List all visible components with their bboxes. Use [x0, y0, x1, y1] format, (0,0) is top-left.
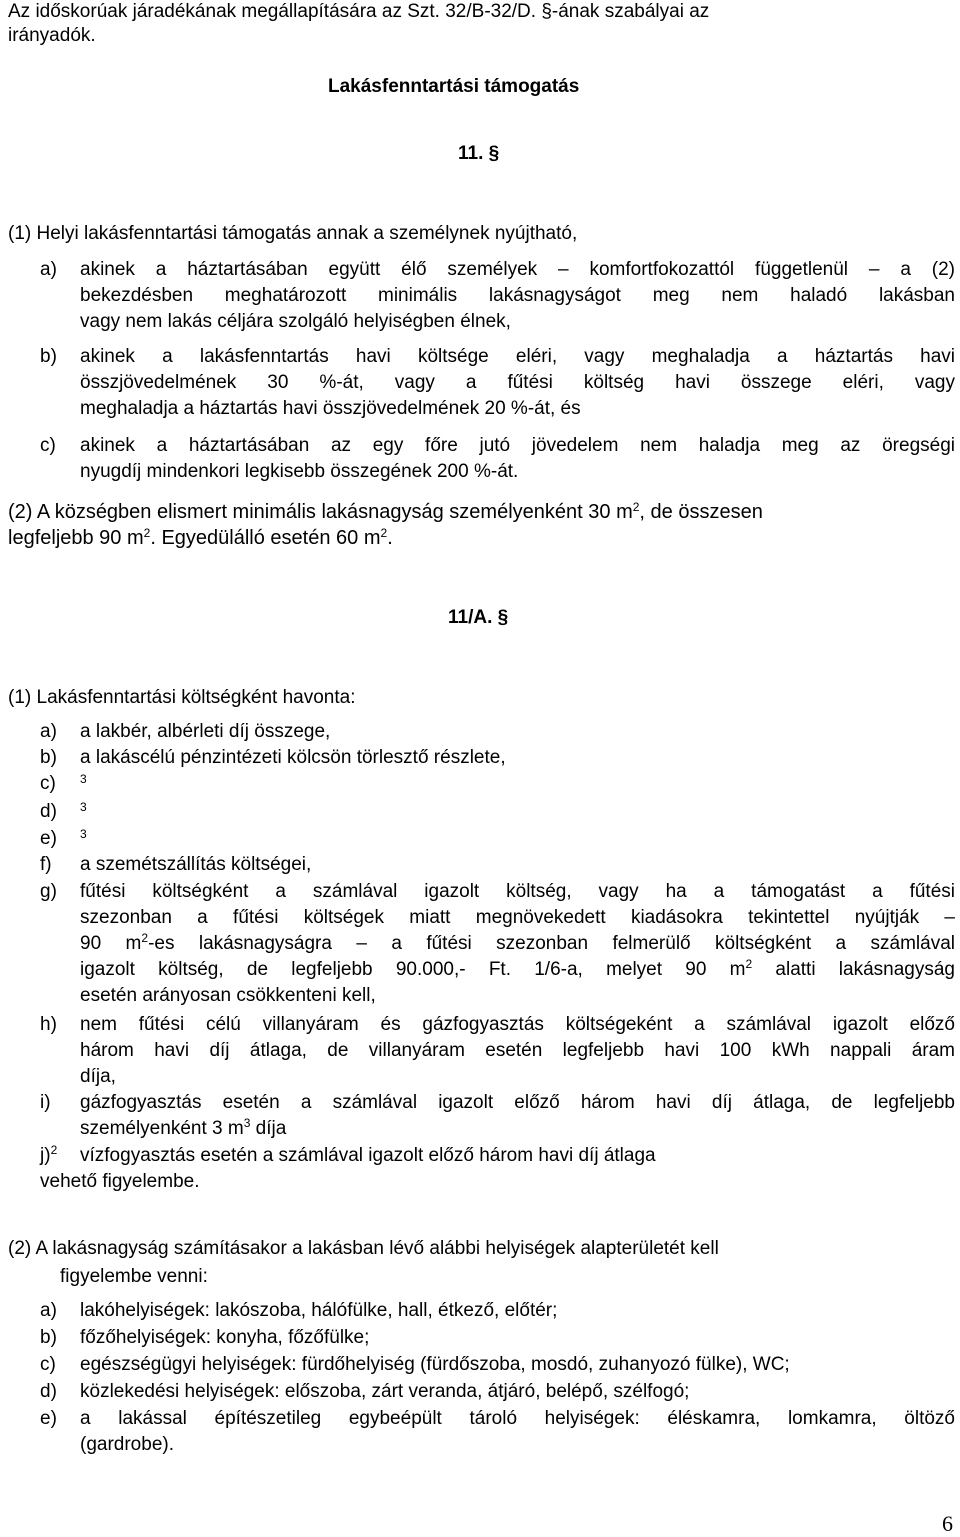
list2-a-label: a)	[40, 1300, 57, 1321]
s11a-c-label: c)	[40, 773, 56, 794]
list2-e-line-1: a lakással építészetileg egybeépült tároló helyiségek: éléskamra, lomkamra, öltöző	[80, 1408, 955, 1429]
list2-d-label: d)	[40, 1381, 57, 1402]
s11a-i-line-2: személyenként 3 $m^3$ díja	[80, 1116, 287, 1139]
s11a-e-footnote: 3	[80, 827, 87, 841]
intro-line-1: Az időskorúak járadékának megállapítására az Szt. 32/B-32/D. §-ának szabályai az	[8, 1, 710, 22]
list2-d-text: közlekedési helyiségek: előszoba, zárt veranda, átjáró, belépő, szélfogó;	[80, 1381, 690, 1402]
list2-c-label: c)	[40, 1354, 56, 1375]
s11a-e-label: e)	[40, 828, 57, 849]
s11a-b-label: b)	[40, 747, 57, 768]
s11a-a-text: a lakbér, albérleti díj összege,	[80, 721, 331, 742]
list2-a-text: lakóhelyiségek: lakószoba, hálófülke, hall, étkező, előtér;	[80, 1300, 558, 1321]
s11a-d-label: d)	[40, 801, 57, 822]
page-number: 6	[942, 1511, 953, 1536]
list2-b-text: főzőhelyiségek: konyha, főzőfülke;	[80, 1327, 370, 1348]
s11a-h-line-1: nem fűtési célú villanyáram és gázfogyasztás költségeként a számlával igazolt előző	[80, 1014, 955, 1035]
s11a-g-line-3: 90 $m^2-es$ lakásnagyságra – a fűtési szezonban felmerülő költségként a számlával	[80, 931, 955, 954]
s11a-g-line-5: esetén arányosan csökkenteni kell,	[80, 985, 376, 1006]
paragraph-heading-11: 11. §	[458, 143, 500, 164]
list2-e-line-2: (gardrobe).	[80, 1434, 174, 1455]
s11a-p2-line-2: figyelembe venni:	[60, 1266, 208, 1287]
s11a-c-footnote: 3	[80, 772, 87, 786]
s11-c-label: c)	[40, 435, 56, 456]
s11a-j-label: j)$^2$	[40, 1143, 58, 1166]
s11a-h-label: h)	[40, 1014, 57, 1035]
s11-p2-line-1: (2) A községben elismert minimális lakásnagyság személyenként 30 $m^2$, de összesen	[8, 500, 763, 523]
s11-a-line-1: akinek a háztartásában együtt élő személyek – komfortfokozattól függetlenül – a (2)	[80, 259, 955, 280]
s11-b-label: b)	[40, 346, 57, 367]
s11-p1: (1) Helyi lakásfenntartási támogatás annak a személynek nyújtható,	[8, 223, 578, 244]
s11-b-line-1: akinek a lakásfenntartás havi költsége eléri, vagy meghaladja a háztartás havi	[80, 346, 955, 367]
s11-b-line-3: meghaladja a háztartás havi összjövedelmének 20 %-át, és	[80, 398, 581, 419]
s11-c-line-1: akinek a háztartásában az egy főre jutó jövedelem nem haladja meg az öregségi	[80, 435, 955, 456]
s11a-i-label: i)	[40, 1092, 51, 1113]
s11-b-line-2: összjövedelmének 30 %-át, vagy a fűtési költség havi összege eléri, vagy	[80, 372, 955, 393]
s11a-b-text: a lakáscélú pénzintézeti kölcsön törlesztő részlete,	[80, 747, 506, 768]
s11-p2-line-2: legfeljebb 90 $m^2$. Egyedülálló esetén 60 $m^2$.	[8, 526, 393, 549]
s11-a-label: a)	[40, 259, 57, 280]
s11a-g-line-4: igazolt költség, de legfeljebb 90.000,- Ft. 1/6-a, melyet 90 $m^2$ alatti lakásnagyság	[80, 957, 955, 980]
intro-line-2: irányadók.	[8, 25, 96, 46]
list2-c-text: egészségügyi helyiségek: fürdőhelyiség (fürdőszoba, mosdó, zuhanyozó fülke), WC;	[80, 1354, 790, 1375]
paragraph-heading-11a: 11/A. §	[448, 607, 509, 628]
section-title: Lakásfenntartási támogatás	[328, 76, 580, 97]
s11a-i-line-1: gázfogyasztás esetén a számlával igazolt előző három havi díj átlaga, de legfeljebb	[80, 1092, 955, 1113]
list2-b-label: b)	[40, 1327, 57, 1348]
s11a-g-line-1: fűtési költségként a számlával igazolt költség, vagy ha a támogatást a fűtési	[80, 881, 955, 902]
s11-c-line-2: nyugdíj mindenkori legkisebb összegének 200 %-át.	[80, 461, 519, 482]
s11-a-line-2: bekezdésben meghatározott minimális lakásnagyságot meg nem haladó lakásban	[80, 285, 955, 306]
s11a-a-label: a)	[40, 721, 57, 742]
s11a-h-line-2: három havi díj átlaga, de villanyáram esetén legfeljebb havi 100 kWh nappali áram	[80, 1040, 955, 1061]
s11a-f-label: f)	[40, 854, 52, 875]
s11-a-line-3: vagy nem lakás céljára szolgáló helyiségben élnek,	[80, 311, 511, 332]
s11a-p2-line-1: (2) A lakásnagyság számításakor a lakásban lévő alábbi helyiségek alapterületét kell	[8, 1238, 719, 1259]
s11a-g-line-2: szezonban a fűtési költségek miatt megnövekedett kiadásokra tekintettel nyújtják –	[80, 907, 955, 928]
s11a-f-text: a szemétszállítás költségei,	[80, 854, 312, 875]
s11a-h-line-3: díja,	[80, 1066, 116, 1087]
s11a-closing: vehető figyelembe.	[40, 1171, 200, 1192]
list2-e-label: e)	[40, 1408, 57, 1429]
s11a-g-label: g)	[40, 881, 57, 902]
s11a-d-footnote: 3	[80, 800, 87, 814]
s11a-p1: (1) Lakásfenntartási költségként havonta:	[8, 687, 356, 708]
s11a-j-text: vízfogyasztás esetén a számlával igazolt előző három havi díj átlaga	[80, 1145, 656, 1166]
